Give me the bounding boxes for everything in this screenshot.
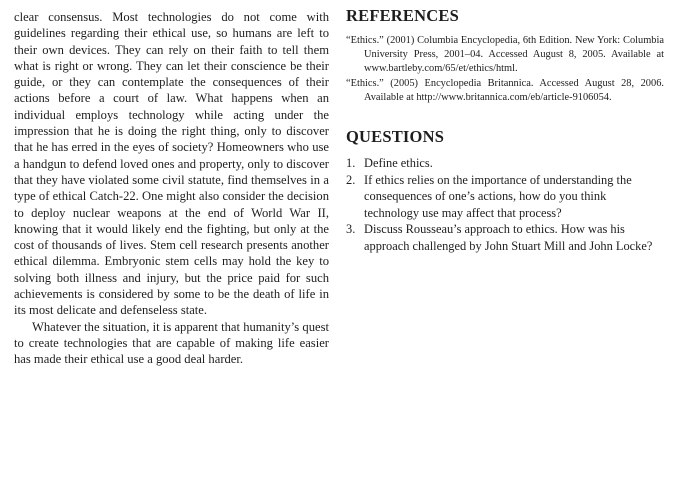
- reference-item: “Ethics.” (2001) Columbia Encyclopedia, 6th Edition. New York: Columbia University Press, 2001–04. Accessed August 8, 2005. Available at www.bartleby.com/65/et/ethics/html.: [346, 35, 664, 75]
- questions-list: [346, 155, 664, 255]
- reference-item: “Ethics.” (2005) Encyclopedia Britannica. Accessed August 28, 2006. Available at http://www.britannica.com/eb/article-9106054.: [346, 77, 664, 103]
- questions-heading: QUESTIONS: [346, 127, 445, 147]
- body-paragraph: Whatever the situation, it is apparent that humanity’s quest to create technologies that are capable of making life easier has made their ethical use a good deal harder.: [14, 319, 329, 367]
- question-text: Define ethics.: [364, 156, 433, 171]
- references-heading: REFERENCES: [346, 6, 459, 25]
- question-text: If ethics relies on the importance of understanding the consequences of one’s actions, how do you think technology use may affect that process?: [364, 172, 632, 220]
- questions-section: [346, 127, 664, 255]
- question-item: [346, 172, 664, 222]
- question-number: 2.: [346, 172, 356, 187]
- references-list: [346, 34, 664, 105]
- question-text: Discuss Rousseau’s approach to ethics. How was his approach challenged by John Stuart Mill and John Locke?: [364, 222, 653, 253]
- right-column: [346, 6, 664, 255]
- body-paragraph: clear consensus. Most technologies do not come with guidelines regarding their ethical use, so humans are left to their own devices. They can rely on their faith to tell them what is right or wrong. They can let their conscience be their guide, or they can contemplate the consequences of their actions before a court of law. What happens when an individual employs technology while acting under the impression that he is doing the right thing, only to discover that he has erred in the eyes of society? Homeowners who use a handgun to defend loved ones and property, only to discover that they have violated some civil statute, find themselves in a type of ethical Catch-22. One might also consider the decision to deploy nuclear weapons at the end of World War II, knowing that it would likely end the fighting, but only at the cost of thousands of lives. Stem cell research presents another ethical dilemma. Embryonic stem cells may hold the key to solving both illness and injury, but the price paid for such achievements is considered by some to be the death of life in its most delicate and defenseless state.: [14, 10, 329, 318]
- question-item: [346, 221, 664, 254]
- question-number: 3.: [346, 222, 356, 237]
- question-item: [346, 155, 664, 172]
- question-number: 1.: [346, 156, 356, 171]
- body-text-column: [14, 9, 329, 368]
- references-section: [346, 6, 664, 105]
